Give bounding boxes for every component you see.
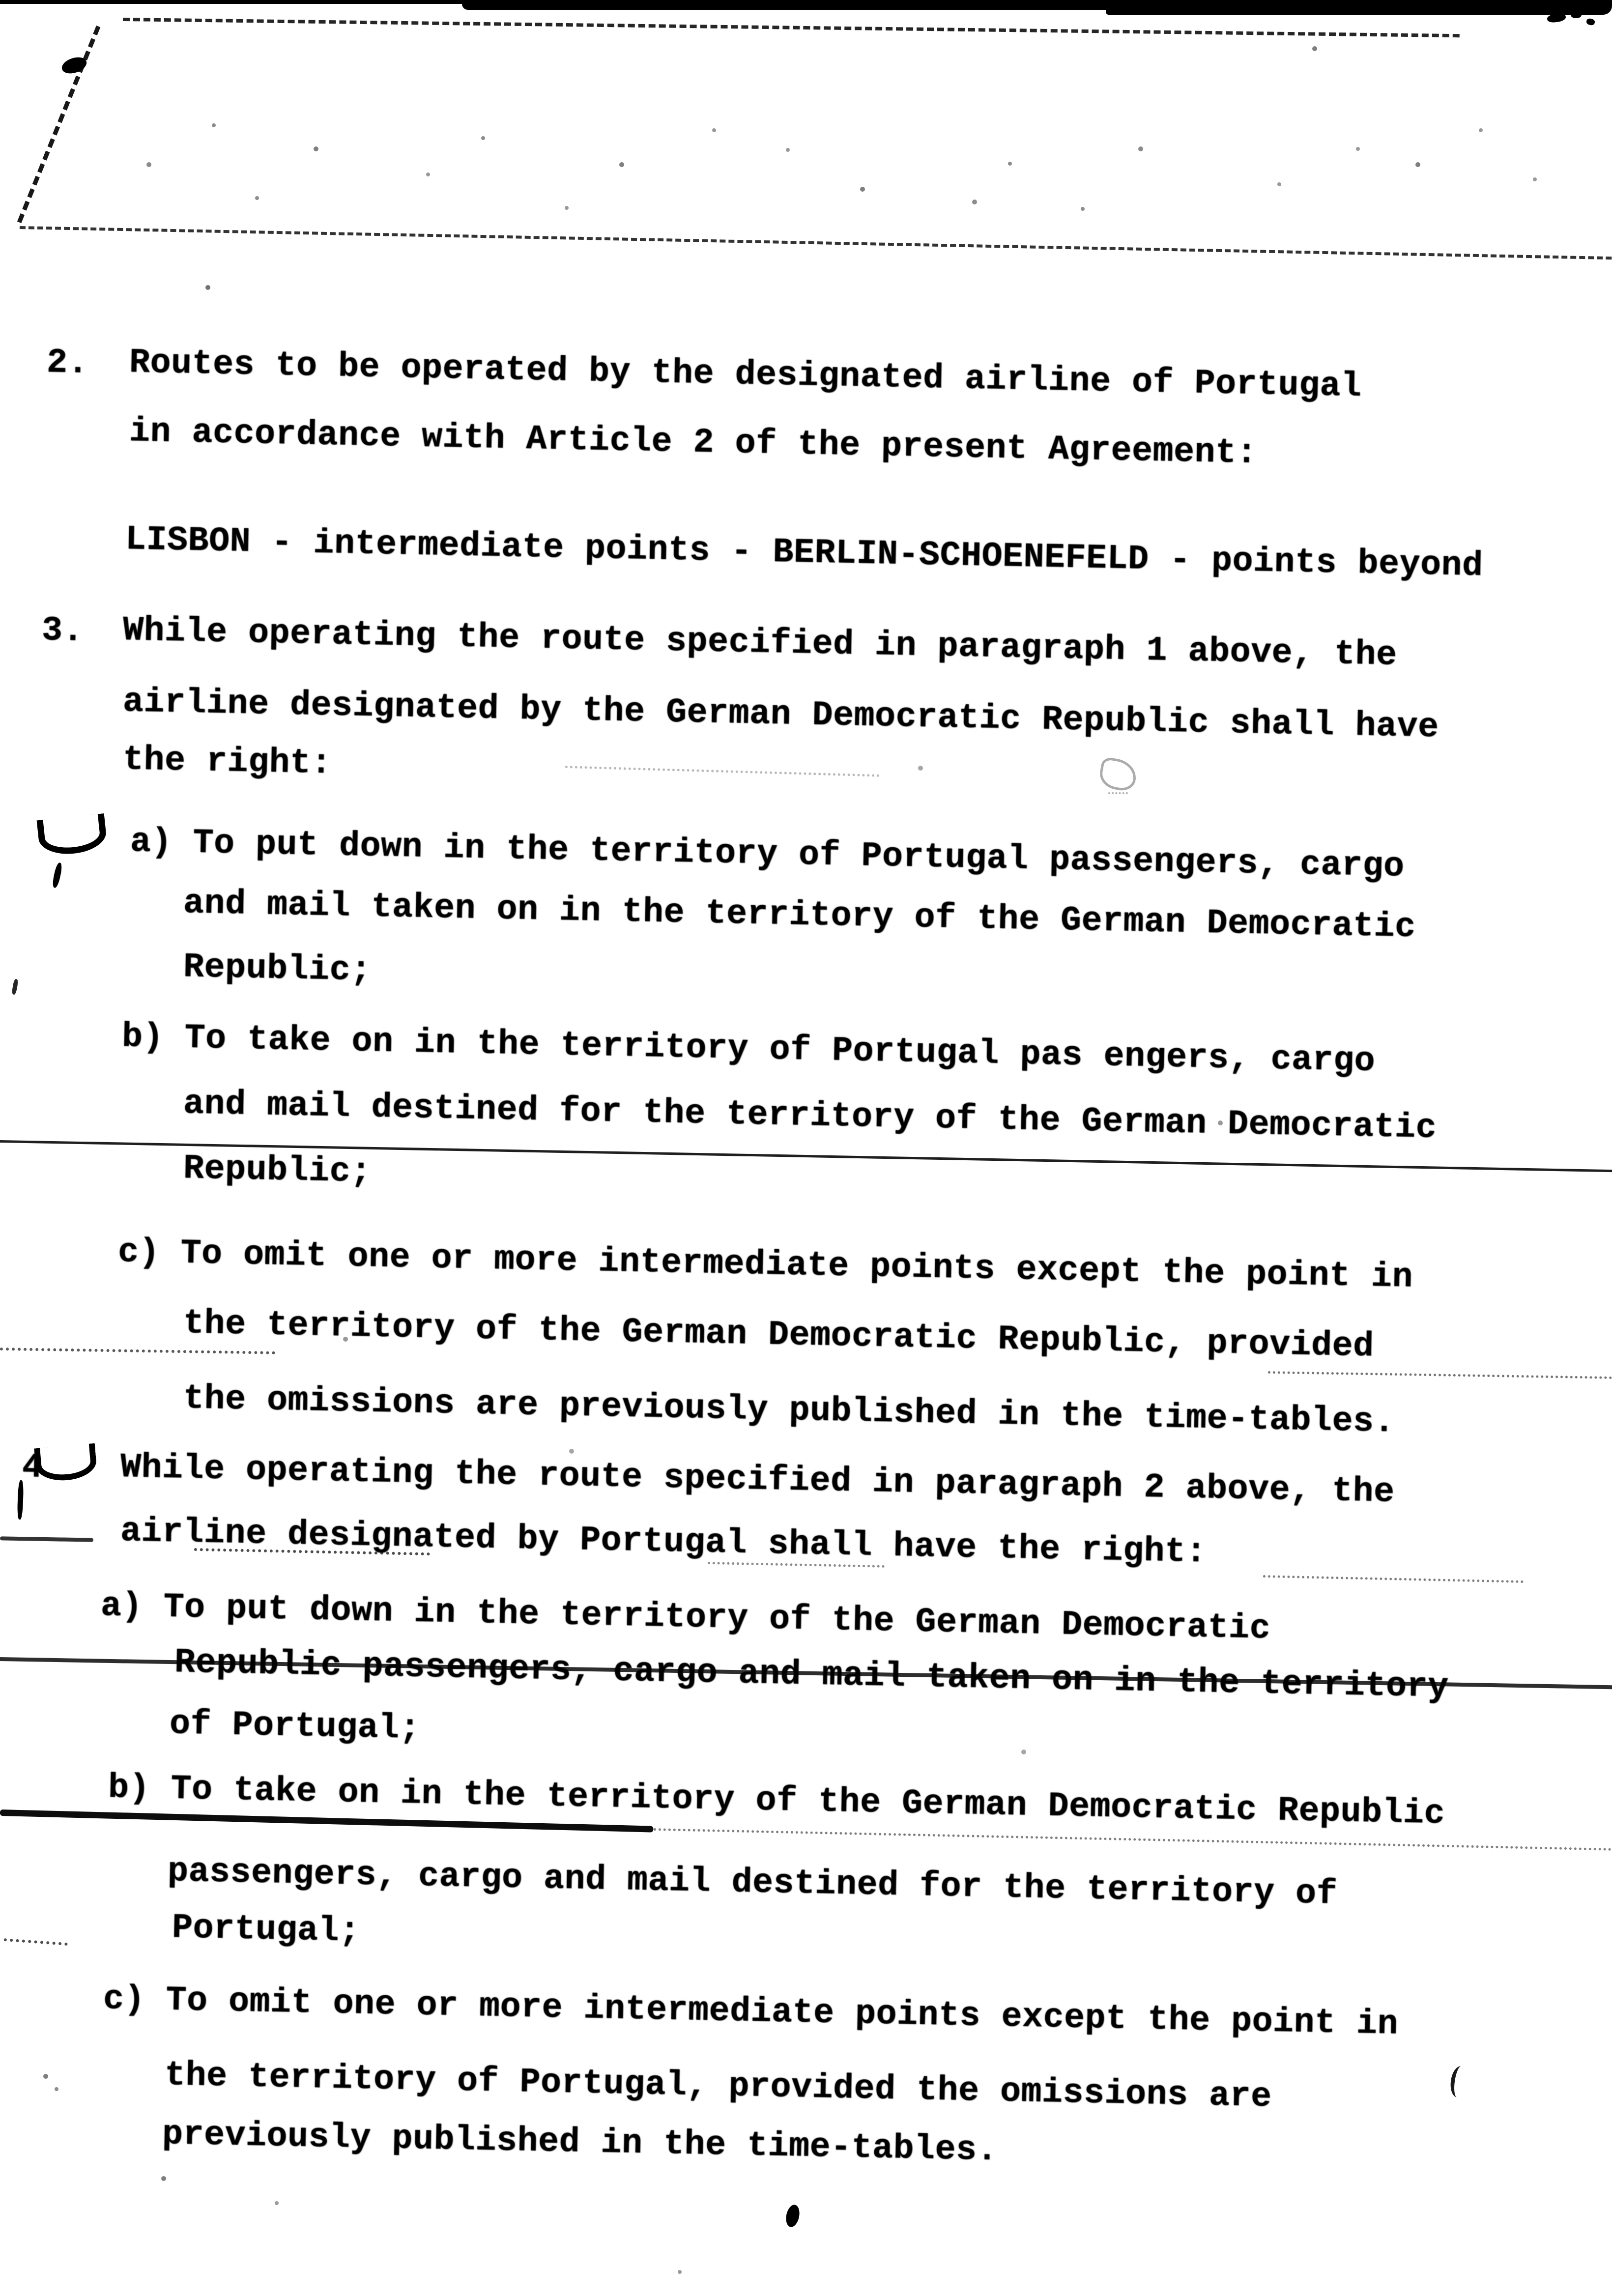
text-line: While operating the route specified in paragraph 2 above, the: [120, 1448, 1395, 1512]
text-line: b) To take on in the territory of Portugal pas engers, cargo: [121, 1018, 1376, 1081]
text-line: Republic;: [183, 1149, 372, 1192]
text-line: a) To put down in the territory of the German Democratic: [100, 1587, 1271, 1649]
item-marker: 3.: [41, 611, 84, 651]
text-line: While operating the route specified in paragraph 1 above, the: [122, 611, 1398, 675]
text-line: airline designated by the German Democratic Republic shall have: [122, 683, 1439, 747]
item-marker: 2.: [46, 344, 89, 383]
text-line: in accordance with Article 2 of the present Agreement:: [129, 412, 1258, 473]
text-line: b) To take on in the territory of the German Democratic Republic: [108, 1769, 1445, 1834]
text-line: the territory of the German Democratic Republic, provided: [183, 1304, 1375, 1367]
text-line: previously published in the time-tables.: [162, 2115, 998, 2171]
text-line: passengers, cargo and mail destined for the territory of: [167, 1852, 1338, 1914]
text-line: airline designated by Portugal shall have the right:: [120, 1512, 1207, 1573]
text-line: of Portugal;: [169, 1705, 421, 1749]
text-line: the right:: [122, 741, 332, 784]
text-line: c) To omit one or more intermediate points except the point in: [117, 1233, 1413, 1297]
text-line: Republic;: [183, 948, 372, 991]
text-line: and mail taken on in the territory of the German Democratic: [183, 884, 1416, 947]
text-line: and mail destined for the territory of the German Democratic: [183, 1085, 1437, 1148]
text-line: Portugal;: [172, 1909, 361, 1952]
text-line: the territory of Portugal, provided the omissions are: [164, 2056, 1272, 2117]
text-line: LISBON - intermediate points - BERLIN-SCHOENEFELD - points beyond: [125, 520, 1484, 586]
text-line: Republic passengers, cargo and mail taken on in the territory: [174, 1643, 1449, 1707]
item-marker: 4: [22, 1448, 44, 1488]
text-line: a) To put down in the territory of Portugal passengers, cargo: [130, 823, 1405, 887]
text-line: c) To omit one or more intermediate points except the point in: [103, 1980, 1399, 2044]
text-line: the omissions are previously published in the time-tables.: [183, 1379, 1395, 1442]
text-line: Routes to be operated by the designated airline of Portugal: [129, 344, 1362, 407]
